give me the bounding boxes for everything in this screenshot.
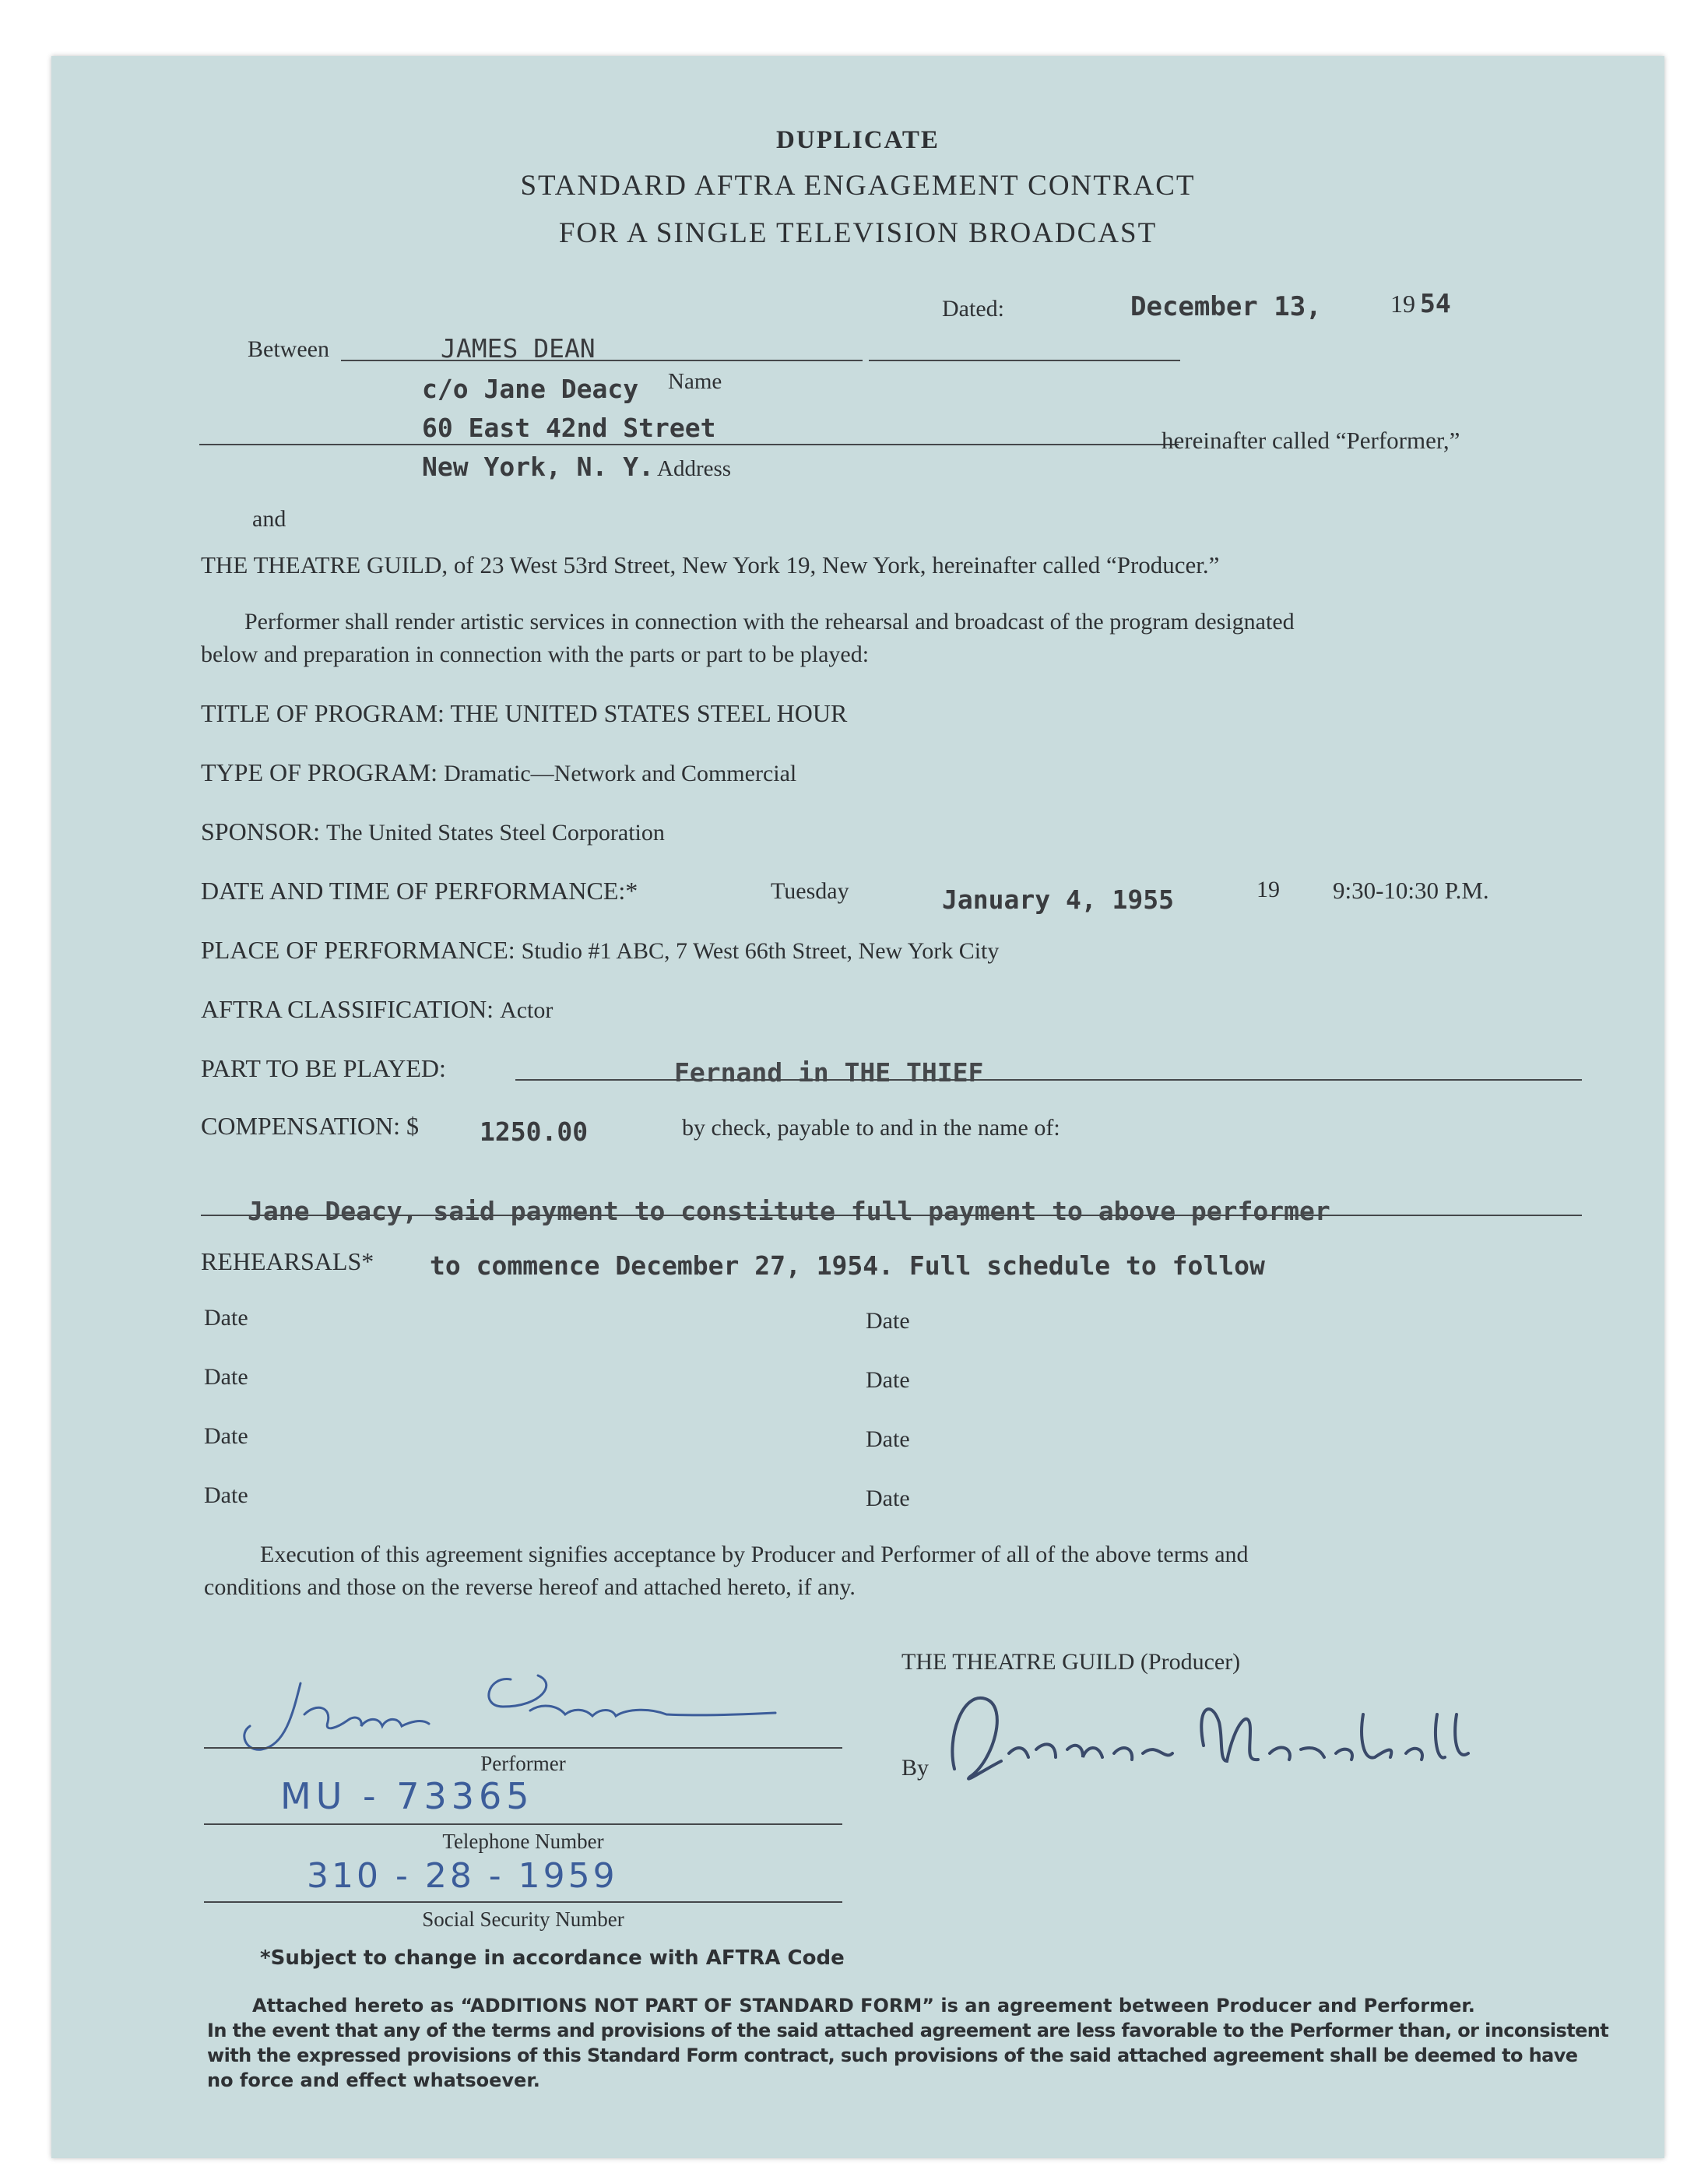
title-label: TITLE OF PROGRAM: [201, 699, 445, 727]
rehearsals-label: REHEARSALS* [201, 1247, 374, 1275]
name-caption: Name [668, 369, 722, 394]
sponsor-value: The United States Steel Corporation [325, 820, 665, 846]
part-value: Fernand in THE THIEF [674, 1057, 984, 1088]
dated-value: December 13, [1130, 291, 1322, 322]
execution-line-2: conditions and those on the reverse hereof and attached hereto, if any. [204, 1574, 856, 1600]
attached-line-3: with the expressed provisions of this Standard Form contract, such provisions of the said attached agreement shall be deemed to have [207, 2045, 1578, 2066]
date-right-3: Date [866, 1426, 910, 1452]
rehearsals-value: to commence December 27, 1954. Full schedule to follow [430, 1250, 1265, 1281]
place-label: PLACE OF PERFORMANCE: [201, 936, 515, 964]
header-subtitle: FOR A SINGLE TELEVISION BROADCAST [558, 217, 1158, 249]
by-label: By [901, 1755, 930, 1781]
sponsor-label: SPONSOR: [201, 818, 320, 846]
type-of-program [201, 758, 796, 787]
performer-hereinafter: hereinafter called “Performer,” [1162, 427, 1460, 454]
performer-caption: Performer [480, 1752, 566, 1775]
dated-year-suffix: 54 [1420, 288, 1451, 318]
aftra-classification [201, 995, 553, 1024]
performer-line [204, 1747, 842, 1749]
header-duplicate: DUPLICATE [776, 126, 940, 154]
class-label: AFTRA CLASSIFICATION: [201, 995, 494, 1023]
between-label: Between [248, 336, 329, 362]
telephone-value: MU - 73365 [280, 1775, 534, 1817]
title-value: THE UNITED STATES STEEL HOUR [450, 699, 848, 727]
footnote: *Subject to change in accordance with AFTRA Code [260, 1946, 845, 1970]
producer-line: THE THEATRE GUILD, of 23 West 53rd Street, New York 19, New York, hereinafter called “Producer.” [201, 551, 1220, 578]
datetime-label: DATE AND TIME OF PERFORMANCE:* [201, 877, 638, 905]
name-line-2 [869, 360, 1180, 361]
date-right-1: Date [866, 1308, 910, 1334]
comp-value: 1250.00 [480, 1116, 589, 1147]
date-right-2: Date [866, 1367, 910, 1393]
class-value: Actor [500, 997, 554, 1023]
performer-address-3: New York, N. Y. [422, 452, 655, 482]
datetime-time: 9:30-10:30 P.M. [1333, 877, 1489, 904]
attached-line-1: Attached hereto as “ADDITIONS NOT PART OF STANDARD FORM” is an agreement between Producer and Performer. [252, 1995, 1475, 2016]
services-line-1: Performer shall render artistic services in connection with the rehearsal and broadcast of the program designated [244, 609, 1295, 635]
comp-label: COMPENSATION: $ [201, 1112, 420, 1140]
place-value: Studio #1 ABC, 7 West 66th Street, New York City [521, 938, 1000, 964]
ssn-line [204, 1901, 842, 1903]
dated-year-prefix: 19 [1390, 290, 1415, 318]
date-right-4: Date [866, 1486, 910, 1511]
type-label: TYPE OF PROGRAM: [201, 758, 438, 786]
dated-label: Dated: [942, 296, 1004, 322]
producer-heading: THE THEATRE GUILD (Producer) [901, 1649, 1241, 1675]
title-of-program [201, 699, 847, 728]
date-left-1: Date [204, 1305, 248, 1331]
name-line [341, 360, 863, 361]
payee-value: Jane Deacy, said payment to constitute full payment to above performer [248, 1196, 1330, 1226]
comp-payable: by check, payable to and in the name of: [682, 1115, 1060, 1141]
services-line-2: below and preparation in connection with the parts or part to be played: [201, 642, 870, 667]
telephone-line [204, 1823, 842, 1825]
datetime-day: Tuesday [771, 878, 849, 904]
attached-line-2: In the event that any of the terms and provisions of the said attached agreement are less favorable to the Performer than, or inconsistent [207, 2020, 1609, 2041]
date-left-3: Date [204, 1423, 248, 1449]
datetime-year-prefix: 19 [1256, 877, 1280, 902]
part-label: PART TO BE PLAYED: [201, 1054, 446, 1082]
execution-line-1: Execution of this agreement signifies acceptance by Producer and Performer of all of the above terms and [260, 1542, 1249, 1567]
contract-sheet [51, 56, 1664, 2158]
type-value: Dramatic—Network and Commercial [444, 761, 797, 786]
header-title: STANDARD AFTRA ENGAGEMENT CONTRACT [520, 170, 1196, 202]
producer-signature-icon [939, 1675, 1624, 1800]
ssn-value: 310 - 28 - 1959 [307, 1856, 618, 1896]
place-of-performance [201, 936, 999, 965]
and-label: and [252, 506, 286, 532]
sponsor [201, 818, 665, 846]
attached-line-4: no force and effect whatsoever. [207, 2069, 540, 2091]
ssn-caption: Social Security Number [422, 1908, 624, 1931]
date-left-4: Date [204, 1482, 248, 1508]
date-left-2: Date [204, 1364, 248, 1390]
performer-address-1: c/o Jane Deacy [422, 374, 639, 404]
performer-address-2: 60 East 42nd Street [422, 413, 716, 443]
performer-name: JAMES DEAN [441, 333, 596, 364]
datetime-date: January 4, 1955 [942, 884, 1175, 915]
address-line [199, 444, 1179, 445]
address-caption: Address [657, 456, 732, 481]
telephone-caption: Telephone Number [442, 1830, 604, 1853]
